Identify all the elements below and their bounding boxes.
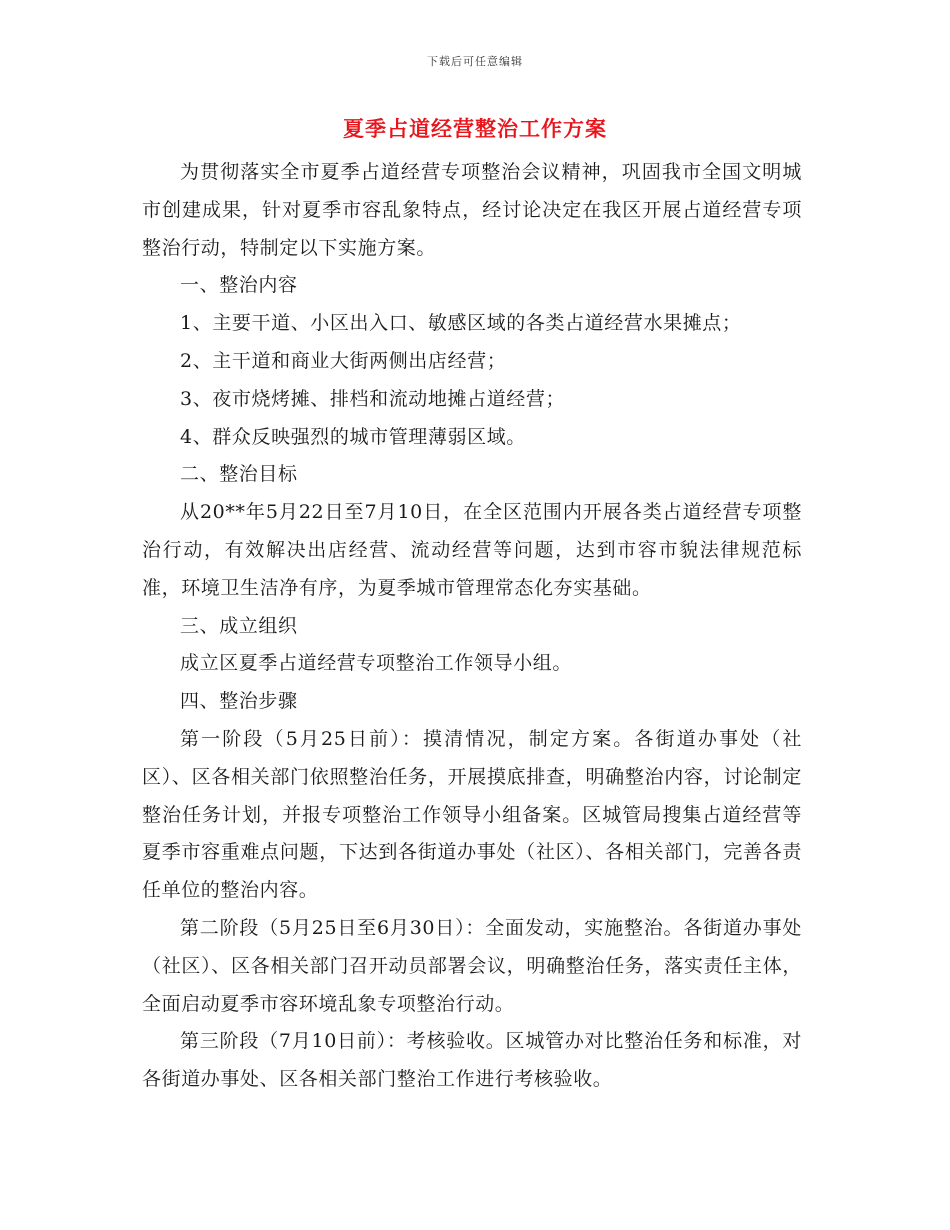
list-item: 1、主要干道、小区出入口、敏感区域的各类占道经营水果摊点； [180,312,742,335]
list-item: 2、主干道和商业大街两侧出店经营； [180,349,507,372]
header-note: 下载后可任意编辑 [427,55,523,68]
section-heading-goals: 二、整治目标 [180,463,298,486]
paragraph-organization: 成立区夏季占道经营专项整治工作领导小组。 [180,652,573,675]
section-heading-steps: 四、整治步骤 [180,690,298,713]
document-title: 夏季占道经营整治工作方案 [343,116,607,141]
paragraph-stage-three: 第三阶段（7月10日前）：考核验收。区城管办对比整治任务和标准，对各街道办事处、区各相关部门整治工作进行考核验收。 [142,1030,802,1091]
paragraph-intro: 为贯彻落实全市夏季占道经营专项整治会议精神，巩固我市全国文明城市创建成果，针对夏季市容乱象特点，经讨论决定在我区开展占道经营专项整治行动，特制定以下实施方案。 [142,161,802,259]
paragraph-stage-two: 第二阶段（5月25日至6月30日）：全面发动，实施整治。各街道办事处（社区）、区各相关部门召开动员部署会议，明确整治任务，落实责任主体，全面启动夏季市容环境乱象专项整治行动。 [142,916,802,1015]
list-item: 3、夜市烧烤摊、排档和流动地摊占道经营； [180,387,566,410]
list-item: 4、群众反映强烈的城市管理薄弱区域。 [180,425,526,448]
paragraph-stage-one: 第一阶段（5月25日前）：摸清情况，制定方案。各街道办事处（社区）、区各相关部门依照整治任务，开展摸底排查，明确整治内容，讨论制定整治任务计划，并报专项整治工作领导小组备案。区城管局搜集占道经营等夏季市容重难点问题，下达到各街道办事处（社区）、各相关部门，完善各责任单位的整治内容。 [142,727,802,902]
document-body [142,154,802,1099]
section-heading-content: 一、整治内容 [180,274,298,297]
section-heading-organization: 三、成立组织 [180,614,298,637]
paragraph-goals: 从20**年5月22日至7月10日，在全区范围内开展各类占道经营专项整治行动，有效解决出店经营、流动经营等问题，达到市容市貌法律规范标准，环境卫生洁净有序，为夏季城市管理常态化夯实基础。 [142,501,802,599]
